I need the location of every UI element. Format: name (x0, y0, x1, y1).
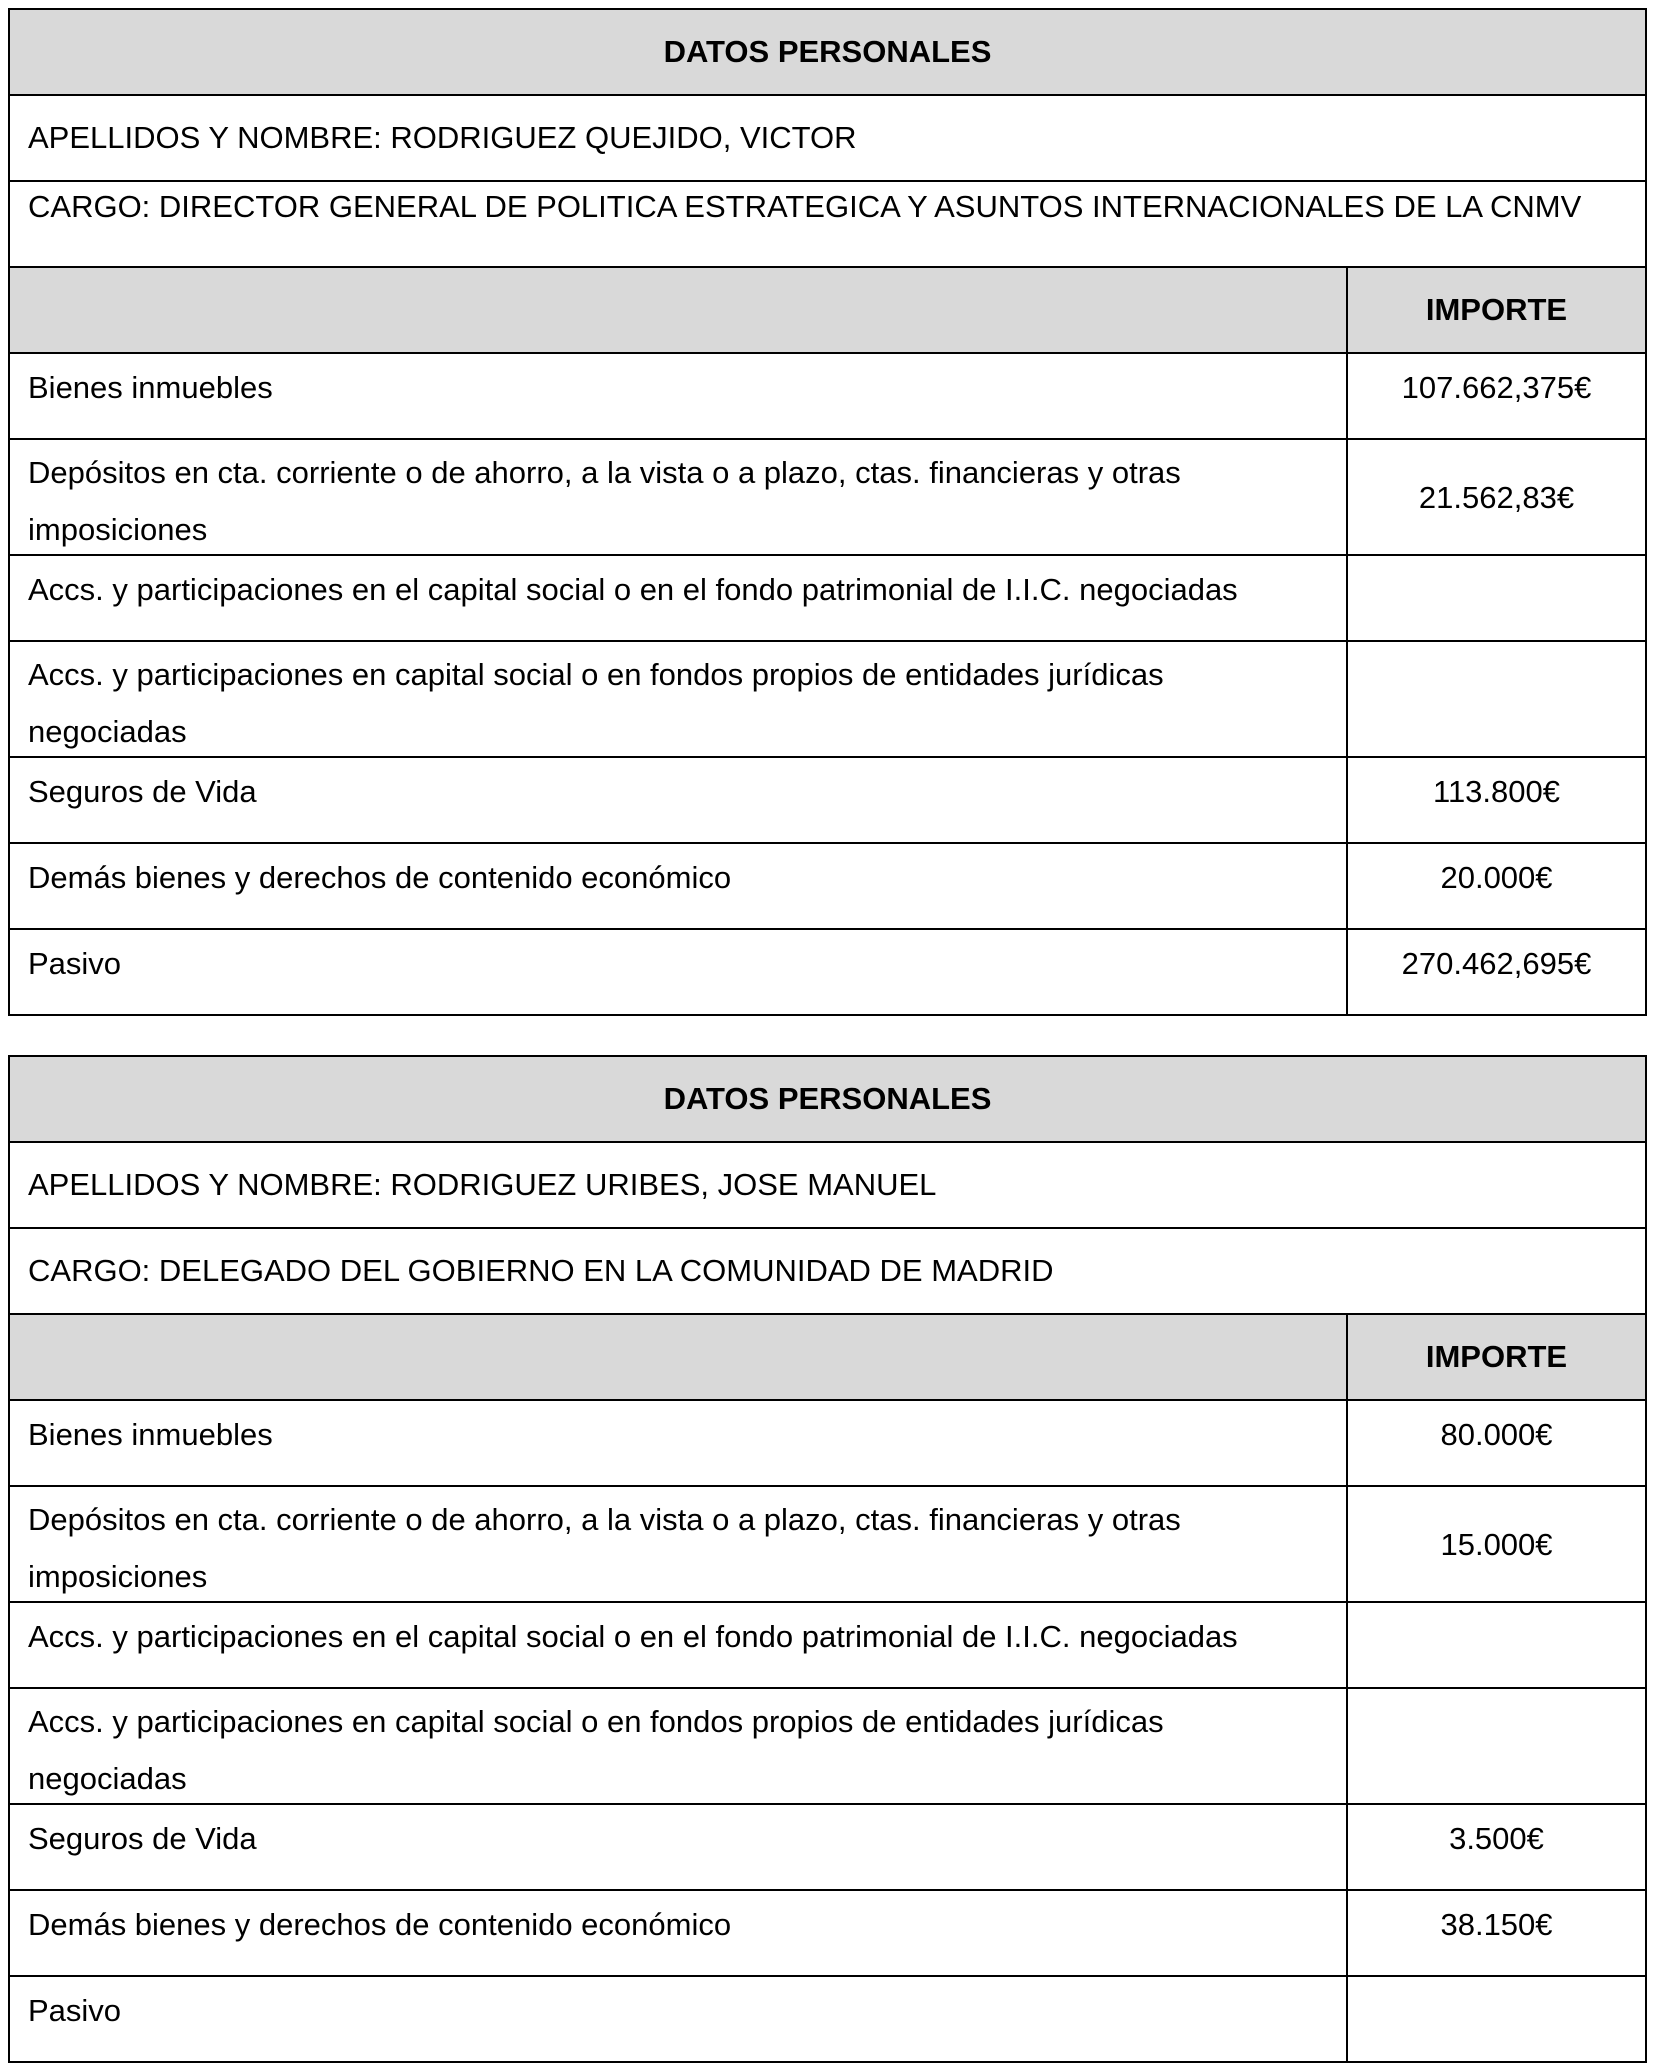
amount-header-blank (10, 1315, 1348, 1399)
amount-header-row (10, 266, 1645, 352)
amount-header-row (10, 1313, 1645, 1399)
table-row (10, 842, 1645, 928)
cargo-line: CARGO: DIRECTOR GENERAL DE POLITICA ESTRATEGICA Y ASUNTOS INTERNACIONALES DE LA CNMV (10, 180, 1645, 266)
declaration-table-1 (8, 8, 1647, 1016)
table-row (10, 1601, 1645, 1687)
row-value (1348, 1977, 1645, 2061)
amount-header-blank (10, 268, 1348, 352)
name-line: APELLIDOS Y NOMBRE: RODRIGUEZ URIBES, JOSE MANUEL (10, 1141, 1645, 1227)
row-value: 270.462,695€ (1401, 946, 1592, 981)
row-label: Accs. y participaciones en el capital social o en el fondo patrimonial de I.I.C. negociadas (10, 1603, 1348, 1687)
table-row (10, 1889, 1645, 1975)
row-value: 107.662,375€ (1401, 370, 1592, 405)
name-line: APELLIDOS Y NOMBRE: RODRIGUEZ QUEJIDO, VICTOR (10, 94, 1645, 180)
row-value (1348, 556, 1645, 640)
amount-header: IMPORTE (1425, 292, 1568, 327)
row-label: Accs. y participaciones en capital social o en fondos propios de entidades jurídicas negociadas (10, 1689, 1348, 1803)
table-row (10, 1975, 1645, 2061)
row-label: Demás bienes y derechos de contenido económico (10, 844, 1348, 928)
table-row (10, 640, 1645, 756)
row-value (1348, 642, 1645, 756)
row-label: Pasivo (10, 930, 1348, 1014)
row-value: 113.800€ (1433, 774, 1560, 809)
table-row (10, 352, 1645, 438)
amount-header: IMPORTE (1425, 1339, 1568, 1374)
row-label: Demás bienes y derechos de contenido económico (10, 1891, 1348, 1975)
table-row (10, 1803, 1645, 1889)
table-row (10, 928, 1645, 1014)
cargo-line: CARGO: DELEGADO DEL GOBIERNO EN LA COMUNIDAD DE MADRID (10, 1227, 1645, 1313)
section-header: DATOS PERSONALES (10, 1057, 1645, 1141)
row-label: Accs. y participaciones en capital social o en fondos propios de entidades jurídicas negociadas (10, 642, 1348, 756)
row-value: 3.500€ (1449, 1821, 1544, 1856)
row-value: 38.150€ (1440, 1907, 1553, 1942)
section-header: DATOS PERSONALES (10, 10, 1645, 94)
row-value: 15.000€ (1440, 1526, 1553, 1562)
table-row (10, 554, 1645, 640)
table-row (10, 1399, 1645, 1485)
declaration-table-2 (8, 1055, 1647, 2063)
row-label: Depósitos en cta. corriente o de ahorro, a la vista o a plazo, ctas. financieras y otras imposiciones (10, 440, 1348, 554)
row-label: Bienes inmuebles (10, 1401, 1348, 1485)
table-row (10, 1485, 1645, 1601)
row-value (1348, 1689, 1645, 1803)
row-value (1348, 1603, 1645, 1687)
row-label: Seguros de Vida (10, 1805, 1348, 1889)
table-row (10, 1687, 1645, 1803)
row-value: 80.000€ (1440, 1417, 1553, 1452)
row-label: Seguros de Vida (10, 758, 1348, 842)
row-value: 21.562,83€ (1418, 479, 1575, 515)
row-label: Pasivo (10, 1977, 1348, 2061)
row-value: 20.000€ (1440, 860, 1553, 895)
row-label: Accs. y participaciones en el capital social o en el fondo patrimonial de I.I.C. negociadas (10, 556, 1348, 640)
row-label: Bienes inmuebles (10, 354, 1348, 438)
row-label: Depósitos en cta. corriente o de ahorro, a la vista o a plazo, ctas. financieras y otras imposiciones (10, 1487, 1348, 1601)
table-row (10, 438, 1645, 554)
table-row (10, 756, 1645, 842)
